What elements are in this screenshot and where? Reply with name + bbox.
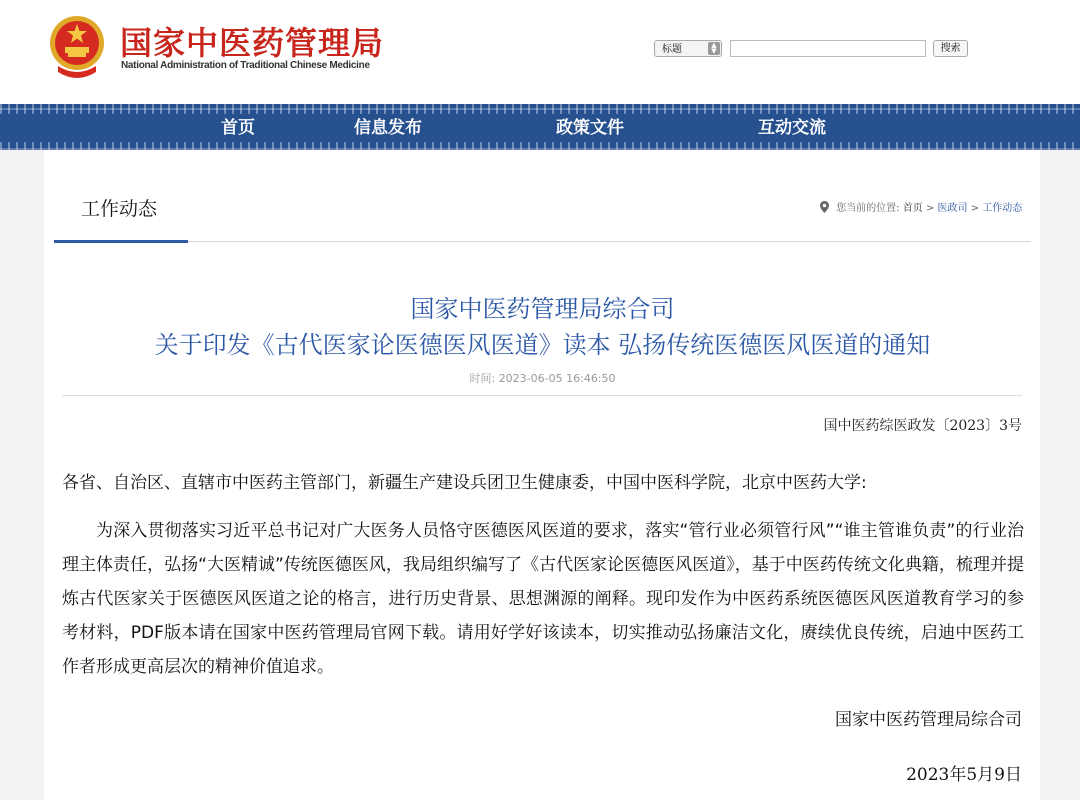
- nav-item-interaction[interactable]: 互动交流: [758, 118, 826, 138]
- main-nav-bar: [0, 114, 1080, 142]
- section-title-underline: [54, 240, 188, 243]
- breadcrumb: [820, 199, 1022, 214]
- nav-item-info[interactable]: 信息发布: [354, 118, 422, 138]
- article-title-line1: 国家中医药管理局综合司: [410, 295, 675, 323]
- nav-item-policy[interactable]: 政策文件: [556, 118, 624, 138]
- section-title: 工作动态: [81, 198, 158, 220]
- nav-item-home[interactable]: 首页: [221, 118, 255, 138]
- breadcrumb-home[interactable]: 首页: [902, 203, 923, 214]
- search-input[interactable]: [730, 40, 926, 57]
- search-scope-select[interactable]: [654, 40, 722, 57]
- publish-time: [54, 370, 1031, 386]
- article-salutation: 各省、自治区、直辖市中医药主管部门，新疆生产建设兵团卫生健康委，中国中医科学院，北京中医药大学:: [62, 473, 867, 493]
- breadcrumb-separator: >: [970, 203, 980, 214]
- article-title-line2: 关于印发《古代医家论医德医风医道》读本 弘扬传统医德医风医道的通知: [154, 331, 931, 359]
- publish-time-value: 2023-06-05 16:46:50: [498, 372, 616, 385]
- site-header: [0, 0, 1080, 104]
- publish-time-label: 时间:: [469, 372, 496, 385]
- section-divider: [54, 241, 1031, 242]
- breadcrumb-separator: >: [925, 203, 935, 214]
- signature-organization: 国家中医药管理局综合司: [835, 710, 1022, 730]
- title-divider: [62, 395, 1022, 396]
- search-scope-value: 标题: [662, 44, 682, 55]
- breadcrumb-prefix: 您当前的位置:: [836, 203, 900, 214]
- signature-date: 2023年5月9日: [906, 765, 1022, 785]
- site-logo-title[interactable]: 国家中医药管理局: [120, 24, 385, 62]
- article-body: 为深入贯彻落实习近平总书记对广大医务人员恪守医德医风医道的要求，落实“管行业必须管行风”“谁主管谁负责”的行业治理主体责任，弘扬“大医精诚”传统医德医风，我局组织编写了《古代医家论医德医风医道》，基于中医药传统文化典籍，梳理并提炼古代医家关于医德医风医道之论的格言，进行历史背景、思想渊源的阐释。现印发作为中医药系统医德医风医道教育学习的参考材料，PDF版本请在国家中医药管理局官网下载。请用好学好该读本，切实推动弘扬廉洁文化，赓续优良传统，启迪中医药工作者形成更高层次的精神价值追求。: [62, 521, 1024, 677]
- document-number: 国中医药综医政发〔2023〕3号: [823, 418, 1022, 434]
- breadcrumb-parent[interactable]: 医政司: [937, 203, 968, 214]
- breadcrumb-current[interactable]: 工作动态: [982, 203, 1023, 214]
- select-arrows-icon: ▲ ▼: [708, 42, 720, 55]
- location-pin-icon: [820, 201, 829, 213]
- site-logo-subtitle: National Administration of Traditional Chinese Medicine: [121, 60, 370, 71]
- search-button[interactable]: 搜索: [933, 40, 968, 57]
- national-emblem-icon: [48, 14, 106, 80]
